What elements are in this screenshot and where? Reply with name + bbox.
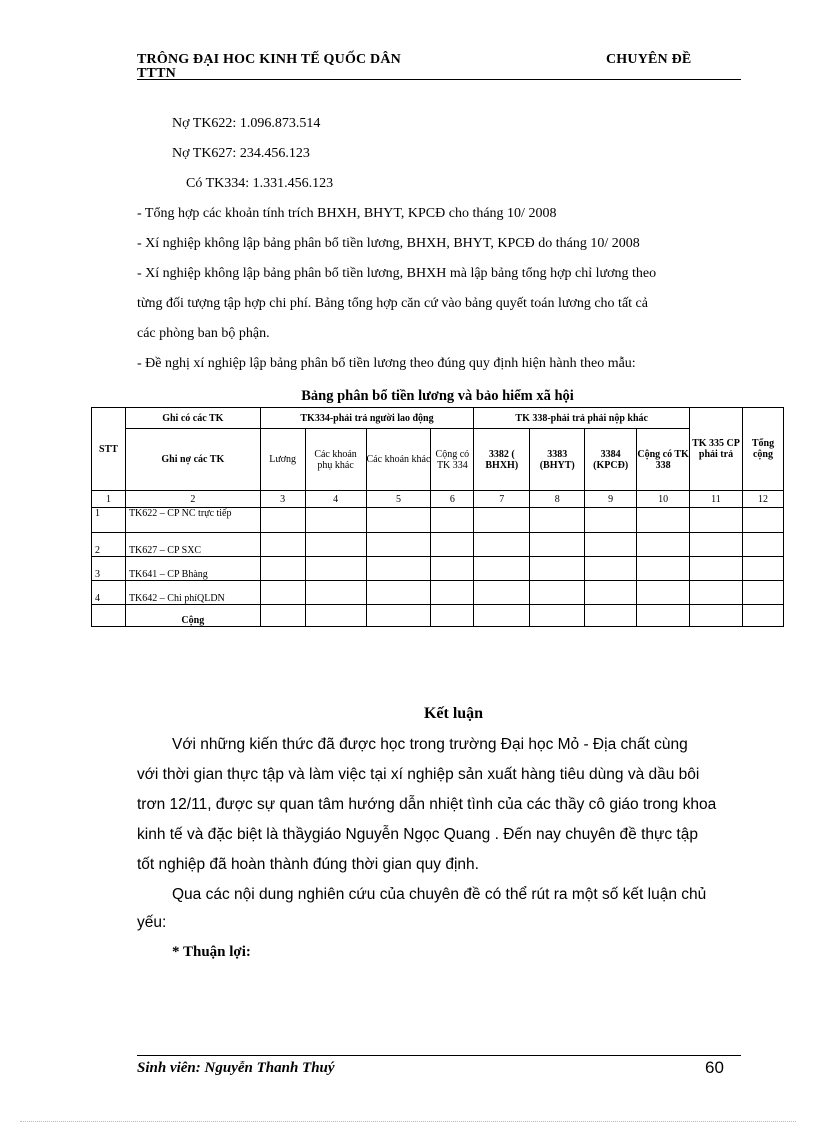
table-row: [92, 533, 784, 557]
row-account: TK642 – Chi phíQLDN: [125, 581, 260, 605]
th-ghi-co: Ghi có các TK: [125, 408, 260, 429]
bullet-2: - Xí nghiệp không lập bảng phân bổ tiền lương, BHXH, BHYT, KPCĐ do tháng 10/ 2008: [137, 236, 640, 251]
conclusion-para2-line2: yếu:: [137, 914, 167, 931]
conclusion-para1-line2: với thời gian thực tập và làm việc tại xí nghiệp sản xuất hàng tiêu dùng và dầu bôi: [137, 766, 700, 783]
header-chuyen-de: CHUYÊN ĐỀ: [606, 52, 692, 67]
table-row: [92, 581, 784, 605]
table-total-row: [92, 605, 784, 627]
bullet-1: - Tổng hợp các khoản tính trích BHXH, BHYT, KPCĐ cho tháng 10/ 2008: [137, 206, 557, 221]
conclusion-para1-line1: Với những kiến thức đã được học trong trường Đại học Mỏ - Địa chất cùng: [172, 736, 688, 753]
row-stt: 3: [92, 557, 126, 581]
conclusion-para1-line5: tốt nghiệp đã hoàn thành đúng thời gian quy định.: [137, 856, 479, 873]
table-row: [92, 557, 784, 581]
bullet-3-cont: từng đối tượng tập hợp chi phí. Bảng tổng hợp căn cứ vào bảng quyết toán lương cho tất cả: [137, 296, 648, 311]
header-school: TRÔNG ĐẠI HOC KINH TẾ QUỐC DÂN: [137, 52, 401, 67]
th-cong-338: Cộng có TK 338: [637, 429, 690, 491]
row-stt: 4: [92, 581, 126, 605]
th-cac-khoan-phu: Các khoản phụ khác: [305, 429, 366, 491]
entry-co-334: Có TK334: 1.331.456.123: [186, 176, 334, 191]
conclusion-heading: Kết luận: [423, 705, 484, 722]
footer-student: Sinh viên: Nguyễn Thanh Thuý: [137, 1060, 335, 1076]
th-tk-335: TK 335 CP phải trả: [690, 408, 743, 491]
th-3384: 3384 (KPCĐ): [585, 429, 637, 491]
col-num: 6: [431, 491, 474, 508]
row-stt: 1: [92, 508, 126, 533]
entry-no-622: Nợ TK622: 1.096.873.514: [172, 116, 321, 131]
th-stt: STT: [92, 408, 126, 491]
th-cong-334: Cộng có TK 334: [431, 429, 474, 491]
col-num: 7: [474, 491, 530, 508]
table-row: [92, 508, 784, 533]
salary-allocation-table: [91, 407, 784, 627]
col-num: 3: [260, 491, 305, 508]
total-label: Cộng: [125, 605, 260, 627]
row-stt: 2: [92, 533, 126, 557]
conclusion-para2-line1: Qua các nội dung nghiên cứu của chuyên đề có thể rút ra một số kết luận chủ: [172, 886, 707, 903]
th-ghi-no: Ghi nợ các TK: [125, 429, 260, 491]
bullet-4: - Đề nghị xí nghiệp lập bảng phân bổ tiền lương theo đúng quy định hiện hành theo mẫu:: [137, 356, 636, 371]
col-num: 5: [366, 491, 431, 508]
page-edge-divider: [20, 1121, 796, 1122]
th-tong-cong: Tổng cộng: [742, 408, 783, 491]
th-group-338: TK 338-phải trả phải nộp khác: [474, 408, 690, 429]
entry-no-627: Nợ TK627: 234.456.123: [172, 146, 310, 161]
col-num: 12: [742, 491, 783, 508]
bullet-3-cont2: các phòng ban bộ phận.: [137, 326, 270, 341]
th-3382: 3382 ( BHXH): [474, 429, 530, 491]
col-num: 1: [92, 491, 126, 508]
col-num: 2: [125, 491, 260, 508]
th-group-334: TK334-phải trả người lao động: [260, 408, 474, 429]
footer-page-number: 60: [705, 1058, 724, 1077]
col-num: 4: [305, 491, 366, 508]
header-tttn: TTTN: [137, 66, 176, 81]
col-num: 10: [637, 491, 690, 508]
row-account: TK622 – CP NC trực tiếp: [125, 508, 260, 533]
bullet-3: - Xí nghiệp không lập bảng phân bổ tiền lương, BHXH mà lập bảng tổng hợp chỉ lương theo: [137, 266, 657, 281]
conclusion-para1-line4: kinh tế và đặc biệt là thầygiáo Nguyễn Ngọc Quang . Đến nay chuyên đề thực tập: [137, 826, 698, 843]
row-account: TK641 – CP Bhàng: [125, 557, 260, 581]
header-rule: [137, 79, 741, 80]
col-num: 8: [530, 491, 585, 508]
footer-rule: [137, 1055, 741, 1056]
conclusion-para1-line3: trơn 12/11, được sự quan tâm hướng dẫn nhiệt tình của các thầy cô giáo trong khoa: [137, 796, 717, 813]
col-num: 11: [690, 491, 743, 508]
table-title: Bảng phân bổ tiền lương và bảo hiểm xã hội: [301, 388, 574, 404]
th-3383: 3383 (BHYT): [530, 429, 585, 491]
row-account: TK627 – CP SXC: [125, 533, 260, 557]
th-cac-khoan-khac: Các khoản khác: [366, 429, 431, 491]
sub-heading-thuan-loi: * Thuận lợi:: [172, 944, 251, 960]
col-num: 9: [585, 491, 637, 508]
th-luong: Lương: [260, 429, 305, 491]
column-number-row: [92, 491, 784, 508]
